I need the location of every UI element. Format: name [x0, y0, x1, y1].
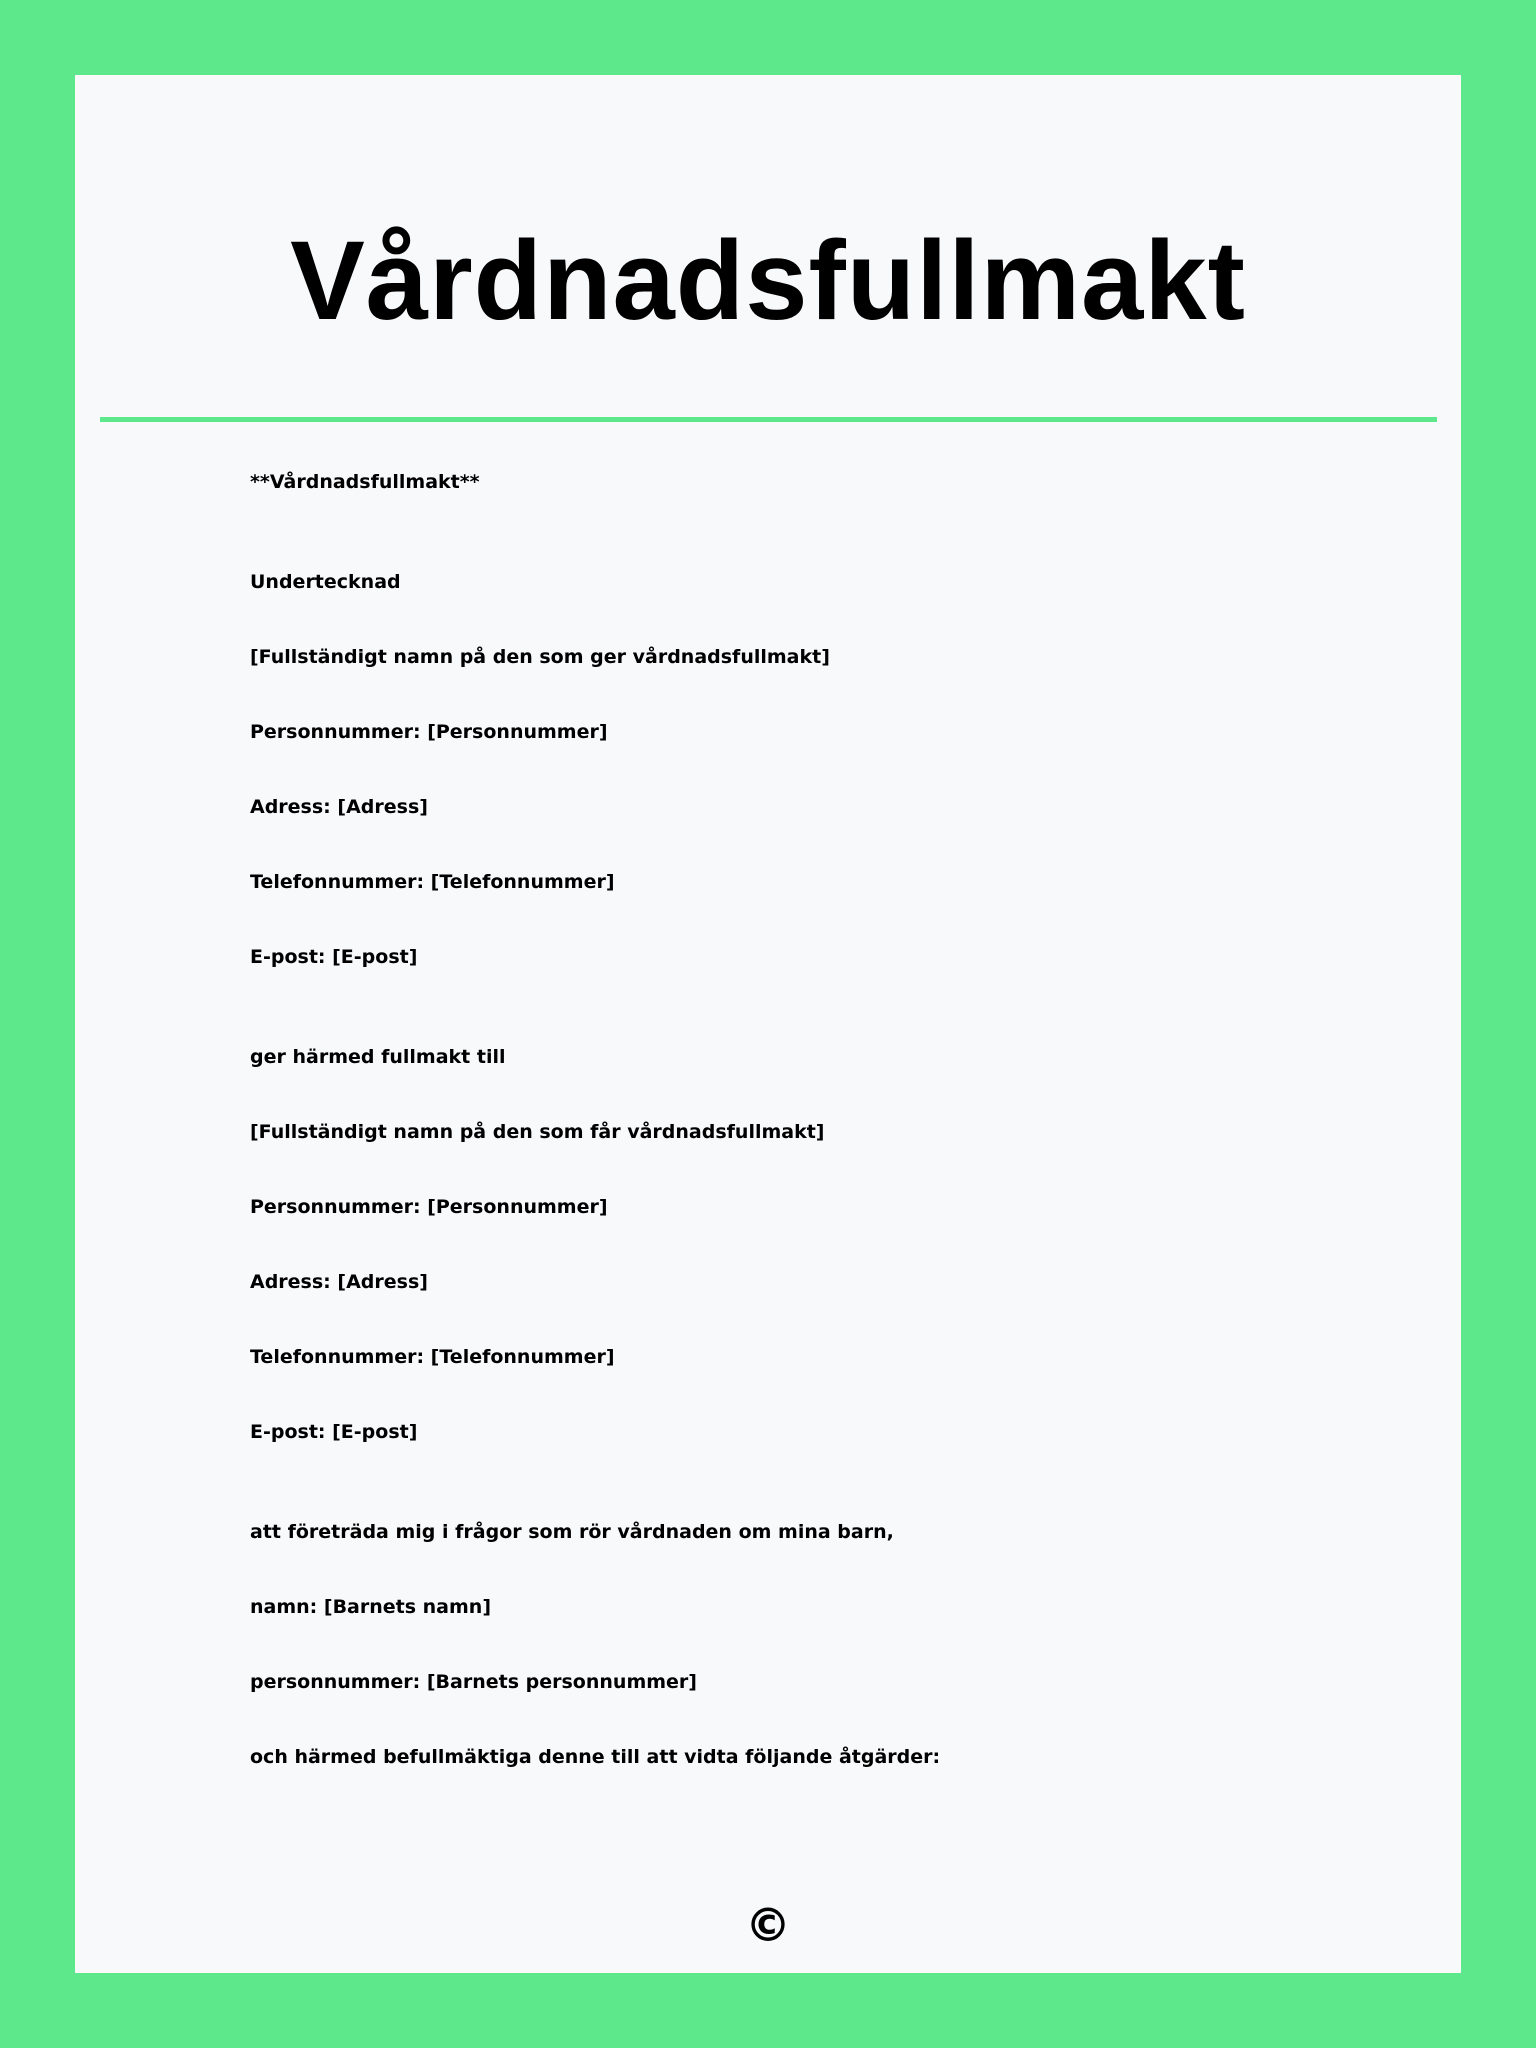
- child-personnummer: personnummer: [Barnets personnummer]: [250, 1671, 697, 1693]
- grantee-personnummer: Personnummer: [Personnummer]: [250, 1196, 608, 1218]
- copyright-icon: ©: [745, 1898, 791, 1952]
- grantee-name: [Fullständigt namn på den som får vårdnadsfullmakt]: [250, 1121, 825, 1143]
- grantor-email: E-post: [E-post]: [250, 946, 418, 968]
- grantor-phone: Telefonnummer: [Telefonnummer]: [250, 871, 615, 893]
- grantor-address: Adress: [Adress]: [250, 796, 428, 818]
- document-title: Vårdnadsfullmakt: [290, 218, 1246, 343]
- grantor-personnummer: Personnummer: [Personnummer]: [250, 721, 608, 743]
- title-divider: [100, 417, 1437, 422]
- undersigned-label: Undertecknad: [250, 571, 401, 593]
- grantee-phone: Telefonnummer: [Telefonnummer]: [250, 1346, 615, 1368]
- grantee-address: Adress: [Adress]: [250, 1271, 428, 1293]
- document-heading: **Vårdnadsfullmakt**: [250, 471, 480, 493]
- authorization-statement: och härmed befullmäktiga denne till att vidta följande åtgärder:: [250, 1746, 941, 1768]
- grantee-email: E-post: [E-post]: [250, 1421, 418, 1443]
- grantor-name: [Fullständigt namn på den som ger vårdnadsfullmakt]: [250, 646, 830, 668]
- purpose-statement: att företräda mig i frågor som rör vårdnaden om mina barn,: [250, 1521, 894, 1543]
- grant-statement: ger härmed fullmakt till: [250, 1046, 506, 1068]
- child-name: namn: [Barnets namn]: [250, 1596, 492, 1618]
